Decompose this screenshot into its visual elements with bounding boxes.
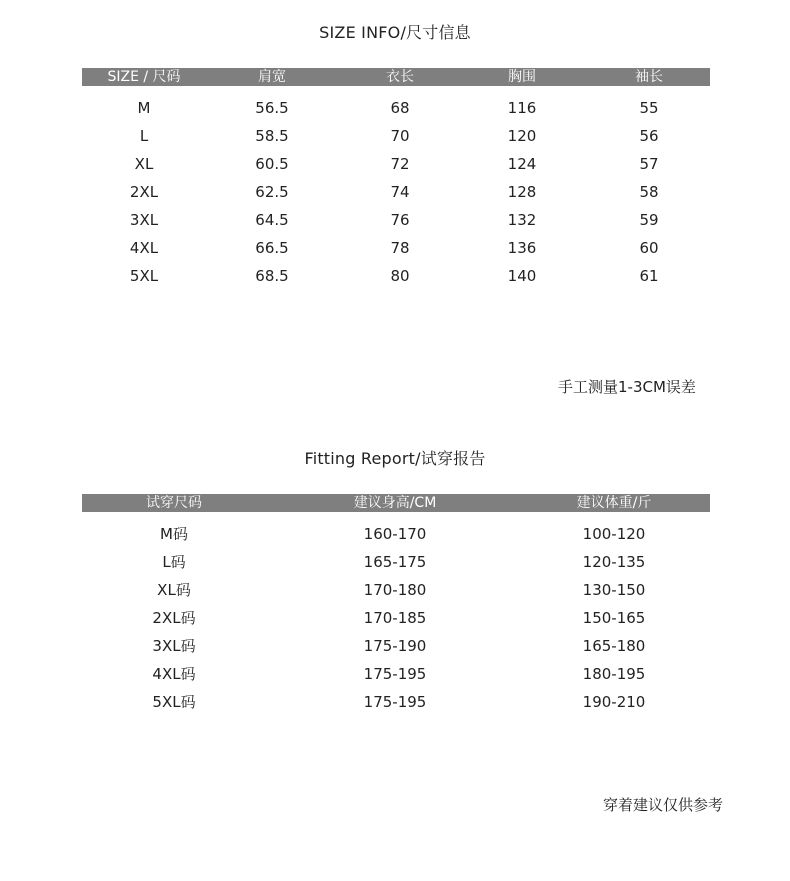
size-cell: 2XL [129, 183, 159, 201]
fit-size-cell: 4XL码 [152, 665, 196, 683]
fitting-report-title: Fitting Report/试穿报告 [304, 449, 486, 468]
weight-cell: 150-165 [582, 609, 646, 627]
weight-cell: 165-180 [582, 637, 646, 655]
size-header-length: 衣长 [386, 69, 414, 85]
table-row [0, 234, 790, 262]
table-row [0, 262, 790, 290]
weight-cell: 100-120 [582, 525, 646, 543]
table-row [0, 548, 790, 576]
table-row [0, 520, 790, 548]
fitting-table-header [82, 494, 710, 512]
fit-size-cell: 5XL码 [152, 693, 196, 711]
table-row [0, 632, 790, 660]
weight-cell: 120-135 [582, 553, 646, 571]
chest-cell: 124 [507, 155, 537, 173]
shoulder-cell: 68.5 [255, 267, 289, 285]
fit-size-cell: M码 [160, 525, 188, 543]
height-cell: 160-170 [363, 525, 427, 543]
table-row [0, 122, 790, 150]
size-header-shoulder: 肩宽 [258, 69, 286, 85]
fit-size-cell: XL码 [157, 581, 191, 599]
fit-size-cell: 2XL码 [152, 609, 196, 627]
weight-cell: 130-150 [582, 581, 646, 599]
size-cell: XL [134, 155, 154, 173]
length-cell: 68 [390, 99, 410, 117]
length-cell: 70 [390, 127, 410, 145]
fit-size-cell: 3XL码 [152, 637, 196, 655]
length-cell: 78 [390, 239, 410, 257]
length-cell: 76 [390, 211, 410, 229]
shoulder-cell: 58.5 [255, 127, 289, 145]
sleeve-cell: 60 [639, 239, 659, 257]
table-row [0, 688, 790, 716]
fit-header-weight: 建议体重/斤 [576, 495, 652, 511]
height-cell: 175-195 [363, 665, 427, 683]
weight-cell: 190-210 [582, 693, 646, 711]
height-cell: 170-180 [363, 581, 427, 599]
table-row [0, 150, 790, 178]
fit-header-height: 建议身高/CM [353, 495, 437, 511]
sleeve-cell: 57 [639, 155, 659, 173]
chest-cell: 136 [507, 239, 537, 257]
size-table-header [82, 68, 710, 86]
sleeve-cell: 56 [639, 127, 659, 145]
fit-size-cell: L码 [162, 553, 186, 571]
table-row [0, 660, 790, 688]
fit-header-size: 试穿尺码 [146, 495, 202, 511]
chest-cell: 128 [507, 183, 537, 201]
size-header-size: SIZE / 尺码 [107, 69, 181, 85]
table-row [0, 206, 790, 234]
size-info-title: SIZE INFO/尺寸信息 [319, 23, 471, 42]
chest-cell: 140 [507, 267, 537, 285]
shoulder-cell: 64.5 [255, 211, 289, 229]
size-cell: 4XL [129, 239, 159, 257]
length-cell: 80 [390, 267, 410, 285]
height-cell: 175-195 [363, 693, 427, 711]
length-cell: 74 [390, 183, 410, 201]
shoulder-cell: 56.5 [255, 99, 289, 117]
weight-cell: 180-195 [582, 665, 646, 683]
chest-cell: 116 [507, 99, 537, 117]
height-cell: 165-175 [363, 553, 427, 571]
chest-cell: 120 [507, 127, 537, 145]
shoulder-cell: 62.5 [255, 183, 289, 201]
height-cell: 175-190 [363, 637, 427, 655]
table-row [0, 178, 790, 206]
table-row [0, 604, 790, 632]
height-cell: 170-185 [363, 609, 427, 627]
shoulder-cell: 66.5 [255, 239, 289, 257]
size-cell: L [139, 127, 149, 145]
sleeve-cell: 61 [639, 267, 659, 285]
table-row [0, 576, 790, 604]
fitting-note: 穿着建议仅供参考 [603, 796, 724, 814]
size-cell: 5XL [129, 267, 159, 285]
length-cell: 72 [390, 155, 410, 173]
measurement-note: 手工测量1-3CM误差 [558, 378, 696, 396]
shoulder-cell: 60.5 [255, 155, 289, 173]
sleeve-cell: 55 [639, 99, 659, 117]
sleeve-cell: 58 [639, 183, 659, 201]
table-row [0, 94, 790, 122]
size-cell: 3XL [129, 211, 159, 229]
chest-cell: 132 [507, 211, 537, 229]
sleeve-cell: 59 [639, 211, 659, 229]
size-cell: M [137, 99, 151, 117]
size-header-sleeve: 袖长 [635, 69, 663, 85]
size-header-chest: 胸围 [508, 69, 536, 85]
